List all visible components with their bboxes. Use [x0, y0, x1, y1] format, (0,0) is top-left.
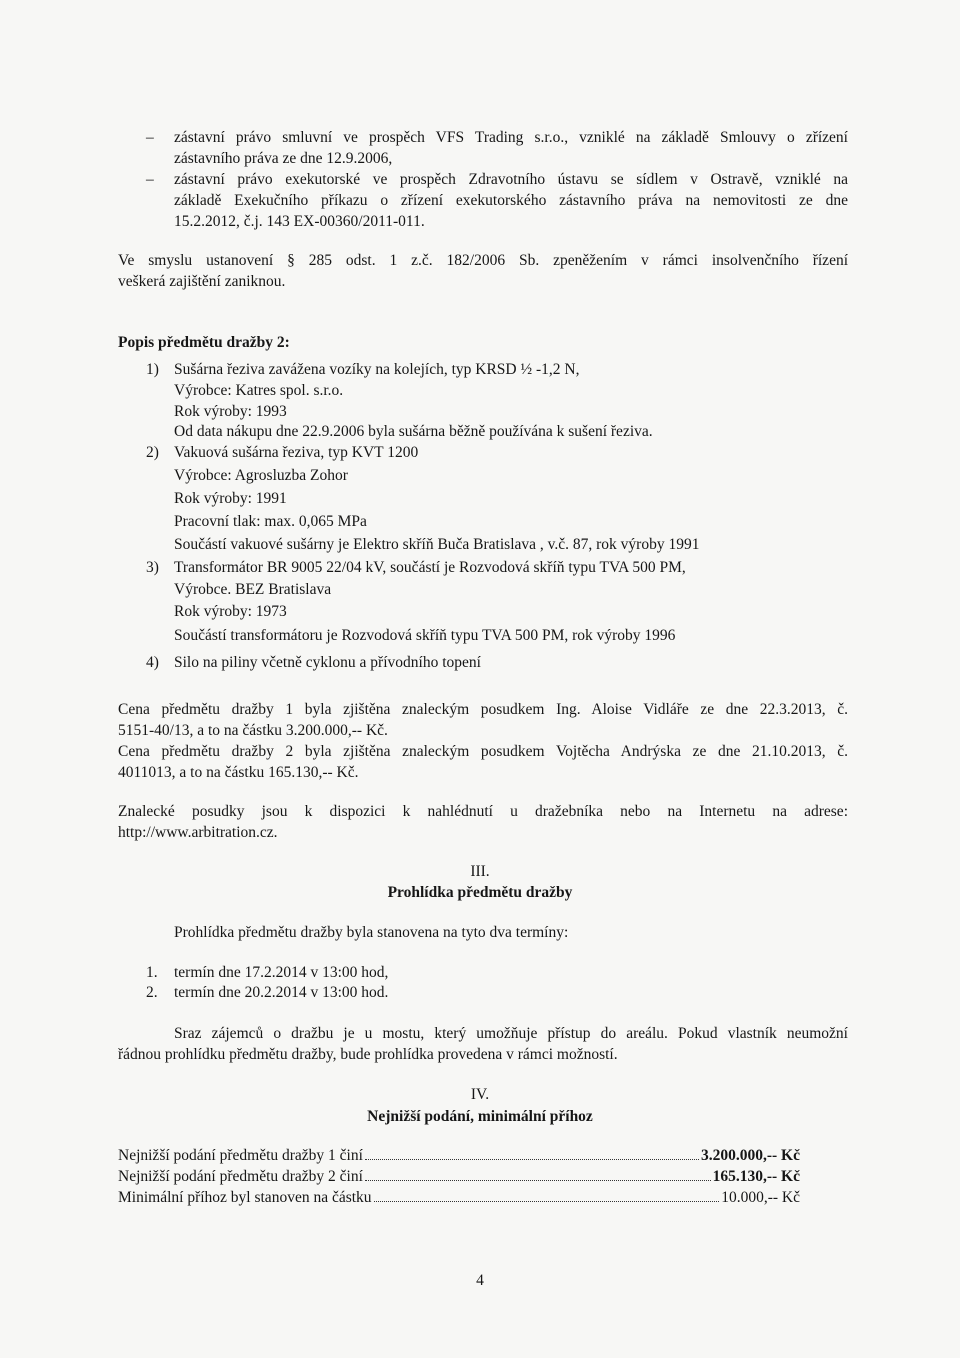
item-line: Silo na piliny včetně cyklonu a přívodního topení: [174, 654, 481, 671]
expert-link[interactable]: http://www.arbitration.cz.: [118, 824, 278, 841]
bid-row: [118, 1146, 800, 1166]
section-number: IV.: [470, 1086, 490, 1103]
meeting-line: řádnou prohlídku předmětu dražby, bude prohlídka provedena v rámci možností.: [118, 1046, 618, 1063]
bid-label: Nejnižší podání předmětu dražby 2 činí: [118, 1168, 363, 1185]
lien-line: zástavní právo exekutorské ve prospěch Zdravotního ústavu se sídlem v Ostravě, vzniklé na: [174, 171, 848, 188]
bid-value: 165.130,-- Kč: [712, 1168, 800, 1185]
item-line: Transformátor BR 9005 22/04 kV, součástí je Rozvodová skříň typu TVA 500 PM,: [174, 559, 686, 576]
price-line: 5151-40/13, a to na částku 3.200.000,-- Kč.: [118, 722, 388, 739]
meeting-line: Sraz zájemců o dražbu je u mostu, který umožňuje přístup do areálu. Pokud vlastník neumožní: [174, 1025, 848, 1042]
item-line: Rok výroby: 1973: [174, 603, 287, 620]
bid-label: Minimální příhoz byl stanoven na částku: [118, 1189, 372, 1206]
subject-heading: Popis předmětu dražby 2:: [118, 334, 290, 351]
price-line: Cena předmětu dražby 2 byla zjištěna znaleckým posudkem Vojtěcha Andrýska ze dne 21.10.2013, č.: [118, 743, 848, 760]
item-number: 4): [146, 654, 159, 671]
insolvency-paragraph-line: Ve smyslu ustanovení § 285 odst. 1 z.č. 182/2006 Sb. zpeněžením v rámci insolvenčního řízení: [118, 252, 848, 269]
expert-line: Znalecké posudky jsou k dispozici k nahlédnutí u dražebníka nebo na Internetu na adrese:: [118, 803, 848, 820]
price-line: Cena předmětu dražby 1 byla zjištěna znaleckým posudkem Ing. Aloise Vidláře ze dne 22.3.2013, č.: [118, 701, 848, 718]
bid-value: 3.200.000,-- Kč: [700, 1147, 800, 1164]
item-number: 2): [146, 444, 159, 461]
bid-row: [118, 1167, 800, 1187]
bid-label: Nejnižší podání předmětu dražby 1 činí: [118, 1147, 363, 1164]
item-line: Výrobce. BEZ Bratislava: [174, 581, 332, 598]
list-dash: –: [146, 129, 154, 146]
section-title: Nejnižší podání, minimální příhoz: [367, 1108, 593, 1125]
item-line: Rok výroby: 1993: [174, 403, 287, 420]
term-number: 2.: [146, 984, 158, 1001]
lien-line: zástavní právo smluvní ve prospěch VFS Trading s.r.o., vzniklé na základě Smlouvy o zřízení: [174, 129, 848, 146]
item-number: 3): [146, 559, 159, 576]
list-dash: –: [146, 171, 154, 188]
lien-line: základě Exekučního příkazu o zřízení exekutorského zástavního práva na nemovitosti ze dne: [174, 192, 848, 209]
lien-line: 15.2.2012, č.j. 143 EX-00360/2011-011.: [174, 213, 425, 230]
bid-value: 10.000,-- Kč: [721, 1189, 800, 1206]
item-line: Sušárna řeziva zavážena vozíky na kolejích, typ KRSD ½ -1,2 N,: [174, 361, 580, 378]
lien-line: zástavního práva ze dne 12.9.2006,: [174, 150, 393, 167]
item-line: Součástí transformátoru je Rozvodová skříň typu TVA 500 PM, rok výroby 1996: [174, 627, 676, 644]
section-intro: Prohlídka předmětu dražby byla stanovena na tyto dva termíny:: [174, 924, 569, 941]
section-number: III.: [470, 863, 490, 880]
dot-leader: [374, 1201, 720, 1202]
section-title: Prohlídka předmětu dražby: [387, 884, 573, 901]
item-line: Pracovní tlak: max. 0,065 MPa: [174, 513, 367, 530]
page-number: 4: [476, 1272, 484, 1289]
dot-leader: [365, 1159, 699, 1160]
item-line: Výrobce: Agrosluzba Zohor: [174, 467, 348, 484]
item-line: Od data nákupu dne 22.9.2006 byla sušárna běžně používána k sušení řeziva.: [174, 423, 653, 440]
term-text: termín dne 17.2.2014 v 13:00 hod,: [174, 964, 389, 981]
bid-row: [118, 1188, 800, 1208]
item-line: Vakuová sušárna řeziva, typ KVT 1200: [174, 444, 419, 461]
term-text: termín dne 20.2.2014 v 13:00 hod.: [174, 984, 389, 1001]
item-number: 1): [146, 361, 159, 378]
dot-leader: [365, 1180, 711, 1181]
term-number: 1.: [146, 964, 158, 981]
item-line: Rok výroby: 1991: [174, 490, 287, 507]
insolvency-paragraph-line: veškerá zajištění zaniknou.: [118, 273, 286, 290]
price-line: 4011013, a to na částku 165.130,-- Kč.: [118, 764, 359, 781]
item-line: Výrobce: Katres spol. s.r.o.: [174, 382, 344, 399]
item-line: Součástí vakuové sušárny je Elektro skříň Buča Bratislava , v.č. 87, rok výroby 1991: [174, 536, 700, 553]
